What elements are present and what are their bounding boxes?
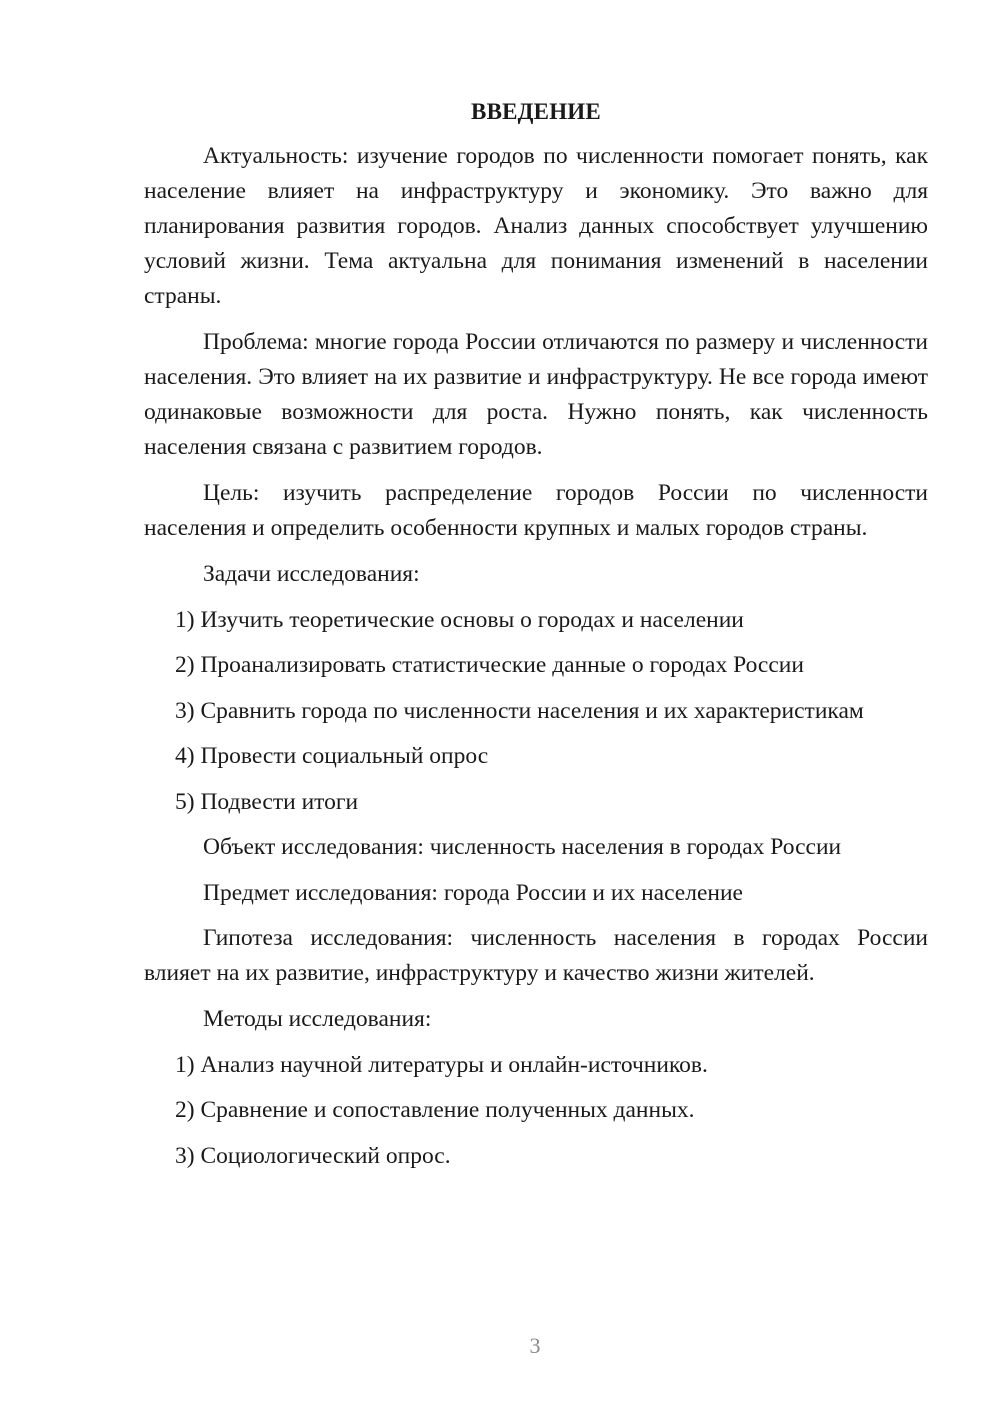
list-item: 4) Провести социальный опрос [175,743,489,769]
methods-heading: Методы исследования: [203,1006,432,1032]
tasks-list [144,603,928,820]
problem-paragraph: Проблема: многие города России отличаются по размеру и численности населения. Это влияет на их развитие и инфраструктуру. Не все города имеют одинаковые возможности для роста. Нужно понять, как численность населения связана с развитием городов. [144,329,928,460]
goal-paragraph: Цель: изучить распределение городов России по численности населения и определить особенности крупных и малых городов страны. [144,480,928,541]
hypothesis-paragraph: Гипотеза исследования: численность населения в городах России влияет на их развитие, инфраструктуру и качество жизни жителей. [144,925,928,986]
list-item: 1) Изучить теоретические основы о городах и населении [175,606,744,633]
list-item: 1) Анализ научной литературы и онлайн-источников. [175,1051,708,1078]
page-content [144,94,928,1184]
relevance-paragraph: Актуальность: изучение городов по численности помогает понять, как население влияет на инфраструктуру и экономику. Это важно для планирования развития городов. Анализ данных способствует улучшению условий жизни. Тема актуальна для понимания изменений в населении страны. [144,143,928,309]
list-item: 2) Проанализировать статистические данные о городах России [175,652,804,678]
tasks-heading: Задачи исследования: [203,561,420,587]
page-number: 3 [529,1333,541,1358]
list-item: 2) Сравнение и сопоставление полученных данных. [175,1097,695,1123]
list-item: 5) Подвести итоги [175,788,359,815]
page-title: ВВЕДЕНИЕ [471,99,601,124]
list-item: 3) Социологический опрос. [175,1142,451,1169]
list-item: 3) Сравнить города по численности населения и их характеристикам [175,697,864,724]
research-object: Объект исследования: численность населения в городах России [203,834,842,860]
methods-list [144,1048,928,1174]
research-subject: Предмет исследования: города России и их население [203,879,743,906]
